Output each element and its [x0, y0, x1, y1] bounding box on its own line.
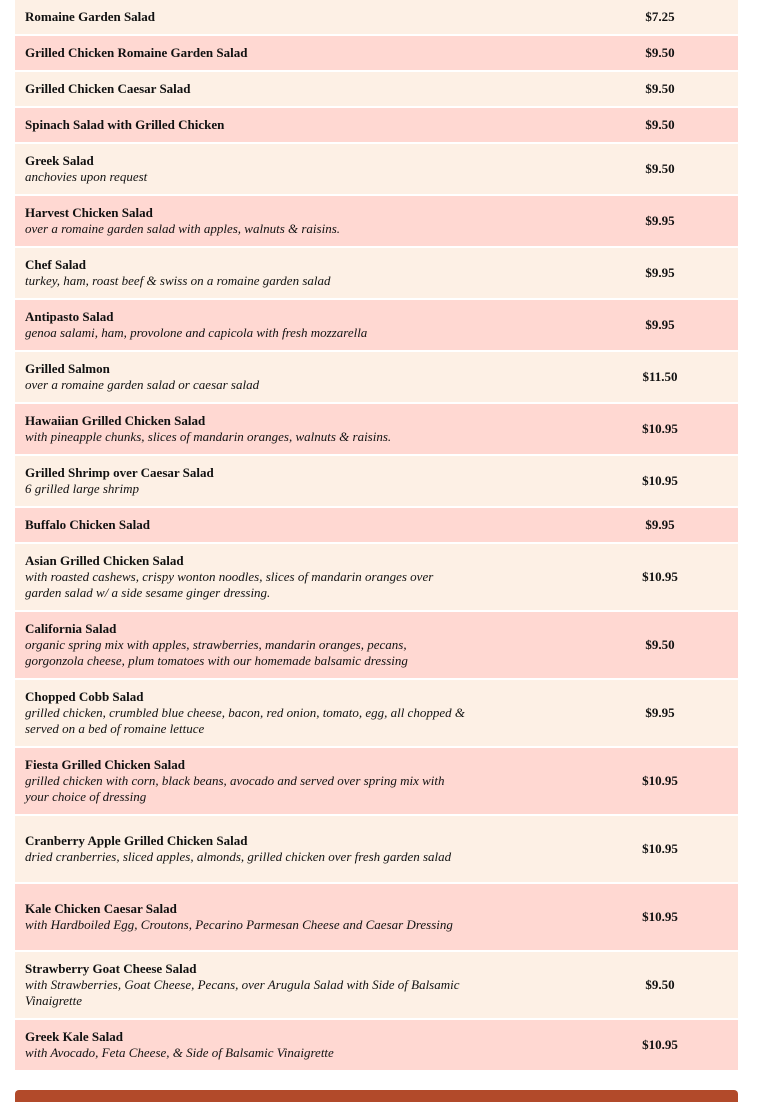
- item-cell: [25, 901, 465, 933]
- menu-row: [15, 680, 738, 748]
- item-cell: [25, 257, 465, 289]
- menu-row: [15, 748, 738, 816]
- item-price: $9.95: [645, 705, 675, 720]
- item-name: Antipasto Salad: [25, 309, 114, 324]
- menu-row: [15, 884, 738, 952]
- item-cell: [25, 757, 465, 805]
- item-description: with Strawberries, Goat Cheese, Pecans, over Arugula Salad with Side of Balsamic Vinaigrette: [25, 977, 460, 1008]
- item-name: Chef Salad: [25, 257, 87, 272]
- item-price: $7.25: [645, 9, 675, 24]
- item-description: turkey, ham, roast beef & swiss on a romaine garden salad: [25, 273, 331, 288]
- item-price: $9.95: [645, 317, 675, 332]
- item-price: $9.50: [645, 81, 675, 96]
- item-price: $10.95: [642, 773, 678, 788]
- item-description: grilled chicken with corn, black beans, avocado and served over spring mix with your choice of dressing: [25, 773, 445, 804]
- item-cell: [25, 153, 465, 185]
- item-description: grilled chicken, crumbled blue cheese, bacon, red onion, tomato, egg, all chopped & served on a bed of romaine lettuce: [25, 705, 465, 736]
- item-cell: [25, 689, 465, 737]
- item-name: Chopped Cobb Salad: [25, 689, 144, 704]
- item-price: $9.50: [645, 977, 675, 992]
- item-price: $9.50: [645, 45, 675, 60]
- item-name: Harvest Chicken Salad: [25, 205, 153, 220]
- item-name: Greek Salad: [25, 153, 94, 168]
- item-cell: [25, 517, 465, 533]
- item-description: organic spring mix with apples, strawberries, mandarin oranges, pecans, gorgonzola cheese, plum tomatoes with our homemade balsamic dressing: [25, 637, 408, 668]
- item-description: with Hardboiled Egg, Croutons, Pecarino Parmesan Cheese and Caesar Dressing: [25, 917, 453, 932]
- item-price: $10.95: [642, 421, 678, 436]
- item-name: Romaine Garden Salad: [25, 9, 156, 24]
- item-price: $10.95: [642, 569, 678, 584]
- item-cell: [25, 413, 465, 445]
- item-name: Fiesta Grilled Chicken Salad: [25, 757, 185, 772]
- item-cell: [25, 465, 465, 497]
- item-name: Greek Kale Salad: [25, 1029, 123, 1044]
- item-price: $9.95: [645, 517, 675, 532]
- menu-row: [15, 72, 738, 108]
- item-cell: [25, 205, 465, 237]
- salad-menu-table: [15, 0, 738, 1072]
- item-name: Grilled Chicken Romaine Garden Salad: [25, 45, 248, 60]
- item-cell: [25, 833, 465, 865]
- item-name: Grilled Shrimp over Caesar Salad: [25, 465, 214, 480]
- item-name: Strawberry Goat Cheese Salad: [25, 961, 197, 976]
- item-price: $10.95: [642, 1037, 678, 1052]
- item-cell: [25, 961, 465, 1009]
- menu-row: [15, 816, 738, 884]
- menu-row: [15, 144, 738, 196]
- item-name: Spinach Salad with Grilled Chicken: [25, 117, 225, 132]
- menu-row: [15, 300, 738, 352]
- item-price: $9.50: [645, 161, 675, 176]
- item-cell: [25, 81, 465, 97]
- item-name: Buffalo Chicken Salad: [25, 517, 150, 532]
- item-name: Kale Chicken Caesar Salad: [25, 901, 177, 916]
- item-price: $9.95: [645, 213, 675, 228]
- section-header-bar: [15, 1090, 738, 1102]
- item-name: Grilled Salmon: [25, 361, 110, 376]
- menu-row: [15, 456, 738, 508]
- item-description: with Avocado, Feta Cheese, & Side of Balsamic Vinaigrette: [25, 1045, 334, 1060]
- item-description: dried cranberries, sliced apples, almonds, grilled chicken over fresh garden salad: [25, 849, 452, 864]
- item-description: 6 grilled large shrimp: [25, 481, 139, 496]
- item-description: with roasted cashews, crispy wonton noodles, slices of mandarin oranges over garden salad w/ a side sesame ginger dressing.: [25, 569, 434, 600]
- menu-row: [15, 0, 738, 36]
- menu-row: [15, 108, 738, 144]
- item-price: $10.95: [642, 909, 678, 924]
- item-cell: [25, 309, 465, 341]
- item-price: $9.95: [645, 265, 675, 280]
- menu-row: [15, 1020, 738, 1072]
- item-name: California Salad: [25, 621, 117, 636]
- item-description: anchovies upon request: [25, 169, 148, 184]
- item-cell: [25, 117, 465, 133]
- item-name: Cranberry Apple Grilled Chicken Salad: [25, 833, 248, 848]
- item-description: over a romaine garden salad or caesar salad: [25, 377, 260, 392]
- item-price: $9.50: [645, 117, 675, 132]
- item-description: genoa salami, ham, provolone and capicola with fresh mozzarella: [25, 325, 368, 340]
- item-name: Hawaiian Grilled Chicken Salad: [25, 413, 206, 428]
- item-price: $10.95: [642, 473, 678, 488]
- menu-row: [15, 248, 738, 300]
- item-description: over a romaine garden salad with apples, walnuts & raisins.: [25, 221, 341, 236]
- item-price: $10.95: [642, 841, 678, 856]
- item-description: with pineapple chunks, slices of mandarin oranges, walnuts & raisins.: [25, 429, 392, 444]
- item-cell: [25, 553, 465, 601]
- item-cell: [25, 9, 465, 25]
- menu-row: [15, 196, 738, 248]
- item-cell: [25, 361, 465, 393]
- menu-row: [15, 404, 738, 456]
- menu-row: [15, 352, 738, 404]
- item-cell: [25, 621, 465, 669]
- item-name: Asian Grilled Chicken Salad: [25, 553, 184, 568]
- item-price: $11.50: [642, 369, 678, 384]
- item-name: Grilled Chicken Caesar Salad: [25, 81, 191, 96]
- menu-row: [15, 36, 738, 72]
- menu-row: [15, 544, 738, 612]
- item-cell: [25, 45, 465, 61]
- menu-row: [15, 508, 738, 544]
- item-cell: [25, 1029, 465, 1061]
- menu-row: [15, 952, 738, 1020]
- menu-row: [15, 612, 738, 680]
- item-price: $9.50: [645, 637, 675, 652]
